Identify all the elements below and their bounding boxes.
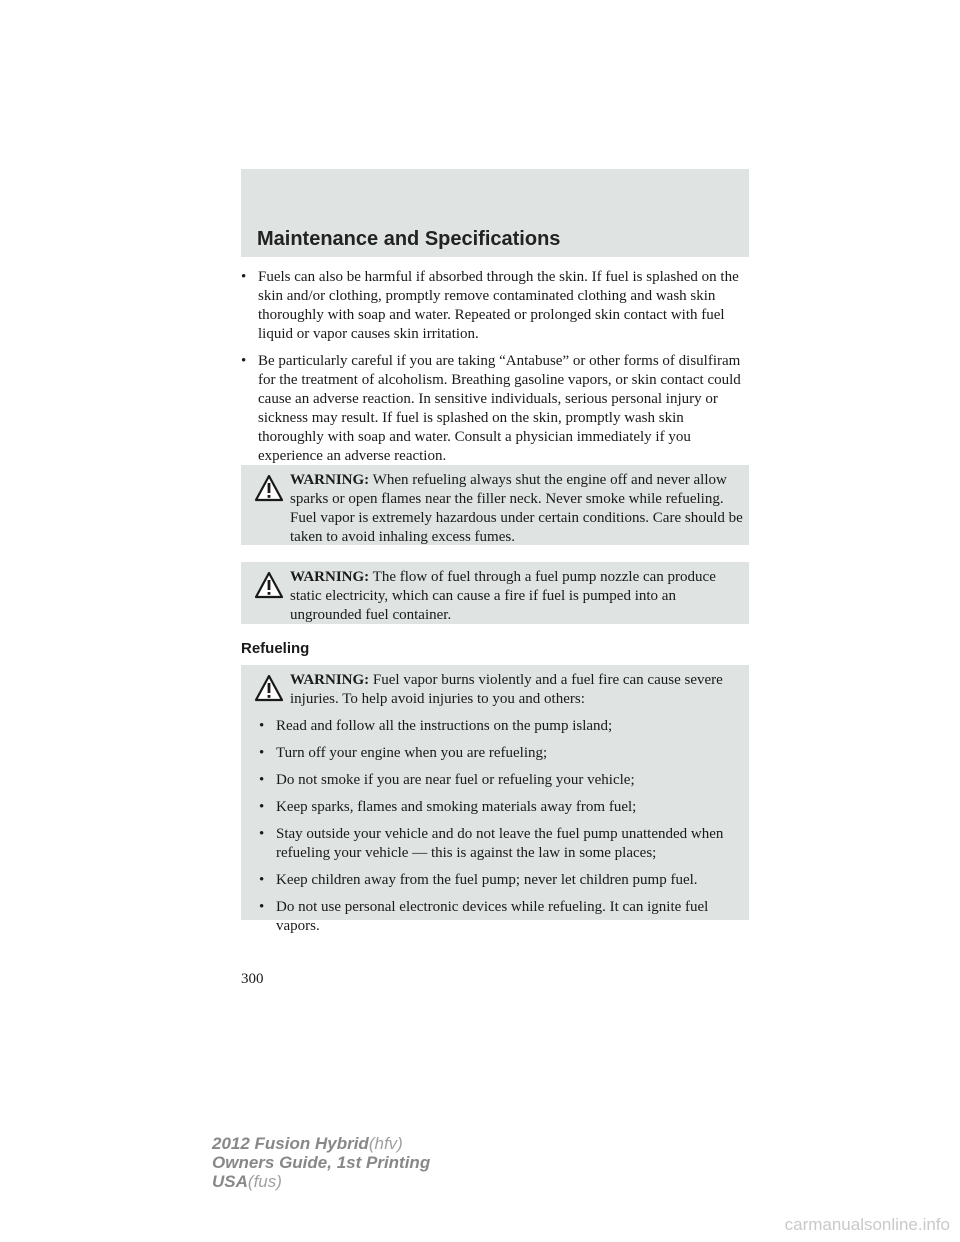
- page-number: 300: [241, 971, 264, 987]
- bullet-marker: •: [259, 872, 265, 888]
- list-item: [241, 268, 749, 344]
- bullet-text: Fuels can also be harmful if absorbed through the skin. If fuel is splashed on the skin and/or clothing, promptly remove contaminated clothing and wash skin thoroughly with soap and water. Repeated or prolonged skin contact with fuel liquid or vapor causes skin irritation.: [258, 269, 739, 342]
- warning-body: When refueling always shut the engine off and never allow sparks or open flames near the filler neck. Never smoke while refueling. Fuel vapor is extremely hazardous under certain conditions. Care should be taken to avoid inhaling excess fumes.: [290, 472, 743, 545]
- section-header: [241, 169, 749, 257]
- list-item: [259, 717, 743, 736]
- bullet-text: Read and follow all the instructions on the pump island;: [276, 718, 613, 734]
- warning-text: [247, 471, 743, 547]
- warning-label: WARNING:: [290, 569, 370, 585]
- footer-model: 2012 Fusion Hybrid: [212, 1134, 369, 1153]
- bullet-marker: •: [259, 799, 265, 815]
- warning-body: The flow of fuel through a fuel pump nozzle can produce static electricity, which can cause a fire if fuel is pumped into an ungrounded fuel container.: [290, 569, 716, 623]
- site-watermark: carmanualsonline.info: [784, 1215, 950, 1234]
- section-title: Maintenance and Specifications: [257, 228, 561, 250]
- bullet-marker: •: [241, 353, 247, 369]
- bullet-marker: •: [259, 772, 265, 788]
- bullet-text: Keep sparks, flames and smoking materials away from fuel;: [276, 799, 637, 815]
- warning-label: WARNING:: [290, 472, 370, 488]
- bullet-text: Keep children away from the fuel pump; never let children pump fuel.: [276, 872, 698, 888]
- warning-text: [247, 671, 743, 709]
- bullet-marker: •: [259, 745, 265, 761]
- footer-printing: Owners Guide, 1st Printing: [212, 1153, 431, 1172]
- bullet-list: [241, 268, 749, 474]
- list-item: [259, 771, 743, 790]
- warning-label: WARNING:: [290, 672, 370, 688]
- list-item: [259, 898, 743, 936]
- footer-line: [212, 1172, 430, 1191]
- footer-market-code: (fus): [247, 1172, 282, 1191]
- warning-box: [241, 465, 749, 545]
- warning-body: Fuel vapor burns violently and a fuel fire can cause severe injuries. To help avoid injuries to you and others:: [290, 672, 723, 707]
- bullet-text: Turn off your engine when you are refueling;: [276, 745, 548, 761]
- footer-line: [212, 1153, 430, 1172]
- bullet-text: Be particularly careful if you are taking “Antabuse” or other forms of disulfiram for the treatment of alcoholism. Breathing gasoline vapors, or skin contact could cause an adverse reaction. In sensitive individuals, serious personal injury or sickness may result. If fuel is splashed on the skin, promptly wash skin thoroughly with soap and water. Consult a physician immediately if you experience an adverse reaction.: [258, 353, 741, 464]
- footer-model-code: (hfv): [368, 1134, 403, 1153]
- footer-line: [212, 1134, 430, 1153]
- list-item: [259, 744, 743, 763]
- warning-text: [247, 568, 743, 625]
- bullet-text: Stay outside your vehicle and do not leave the fuel pump unattended when refueling your vehicle — this is against the law in some places;: [276, 826, 724, 861]
- list-item: [259, 871, 743, 890]
- warning-box: [241, 562, 749, 624]
- bullet-text: Do not use personal electronic devices while refueling. It can ignite fuel vapors.: [276, 899, 709, 934]
- bullet-text: Do not smoke if you are near fuel or refueling your vehicle;: [276, 772, 635, 788]
- list-item: [241, 352, 749, 466]
- section-heading-refueling: Refueling: [241, 640, 310, 657]
- bullet-marker: •: [259, 718, 265, 734]
- bullet-marker: •: [259, 826, 265, 842]
- warning-triangle-icon: [254, 674, 284, 702]
- footer-market: USA: [212, 1172, 248, 1191]
- warning-box: [241, 665, 749, 934]
- document-footer: [212, 1134, 430, 1191]
- bullet-marker: •: [241, 269, 247, 285]
- bullet-marker: •: [259, 899, 265, 915]
- warning-triangle-icon: [254, 571, 284, 599]
- list-item: [259, 825, 743, 863]
- warning-triangle-icon: [254, 474, 284, 502]
- list-item: [259, 798, 743, 817]
